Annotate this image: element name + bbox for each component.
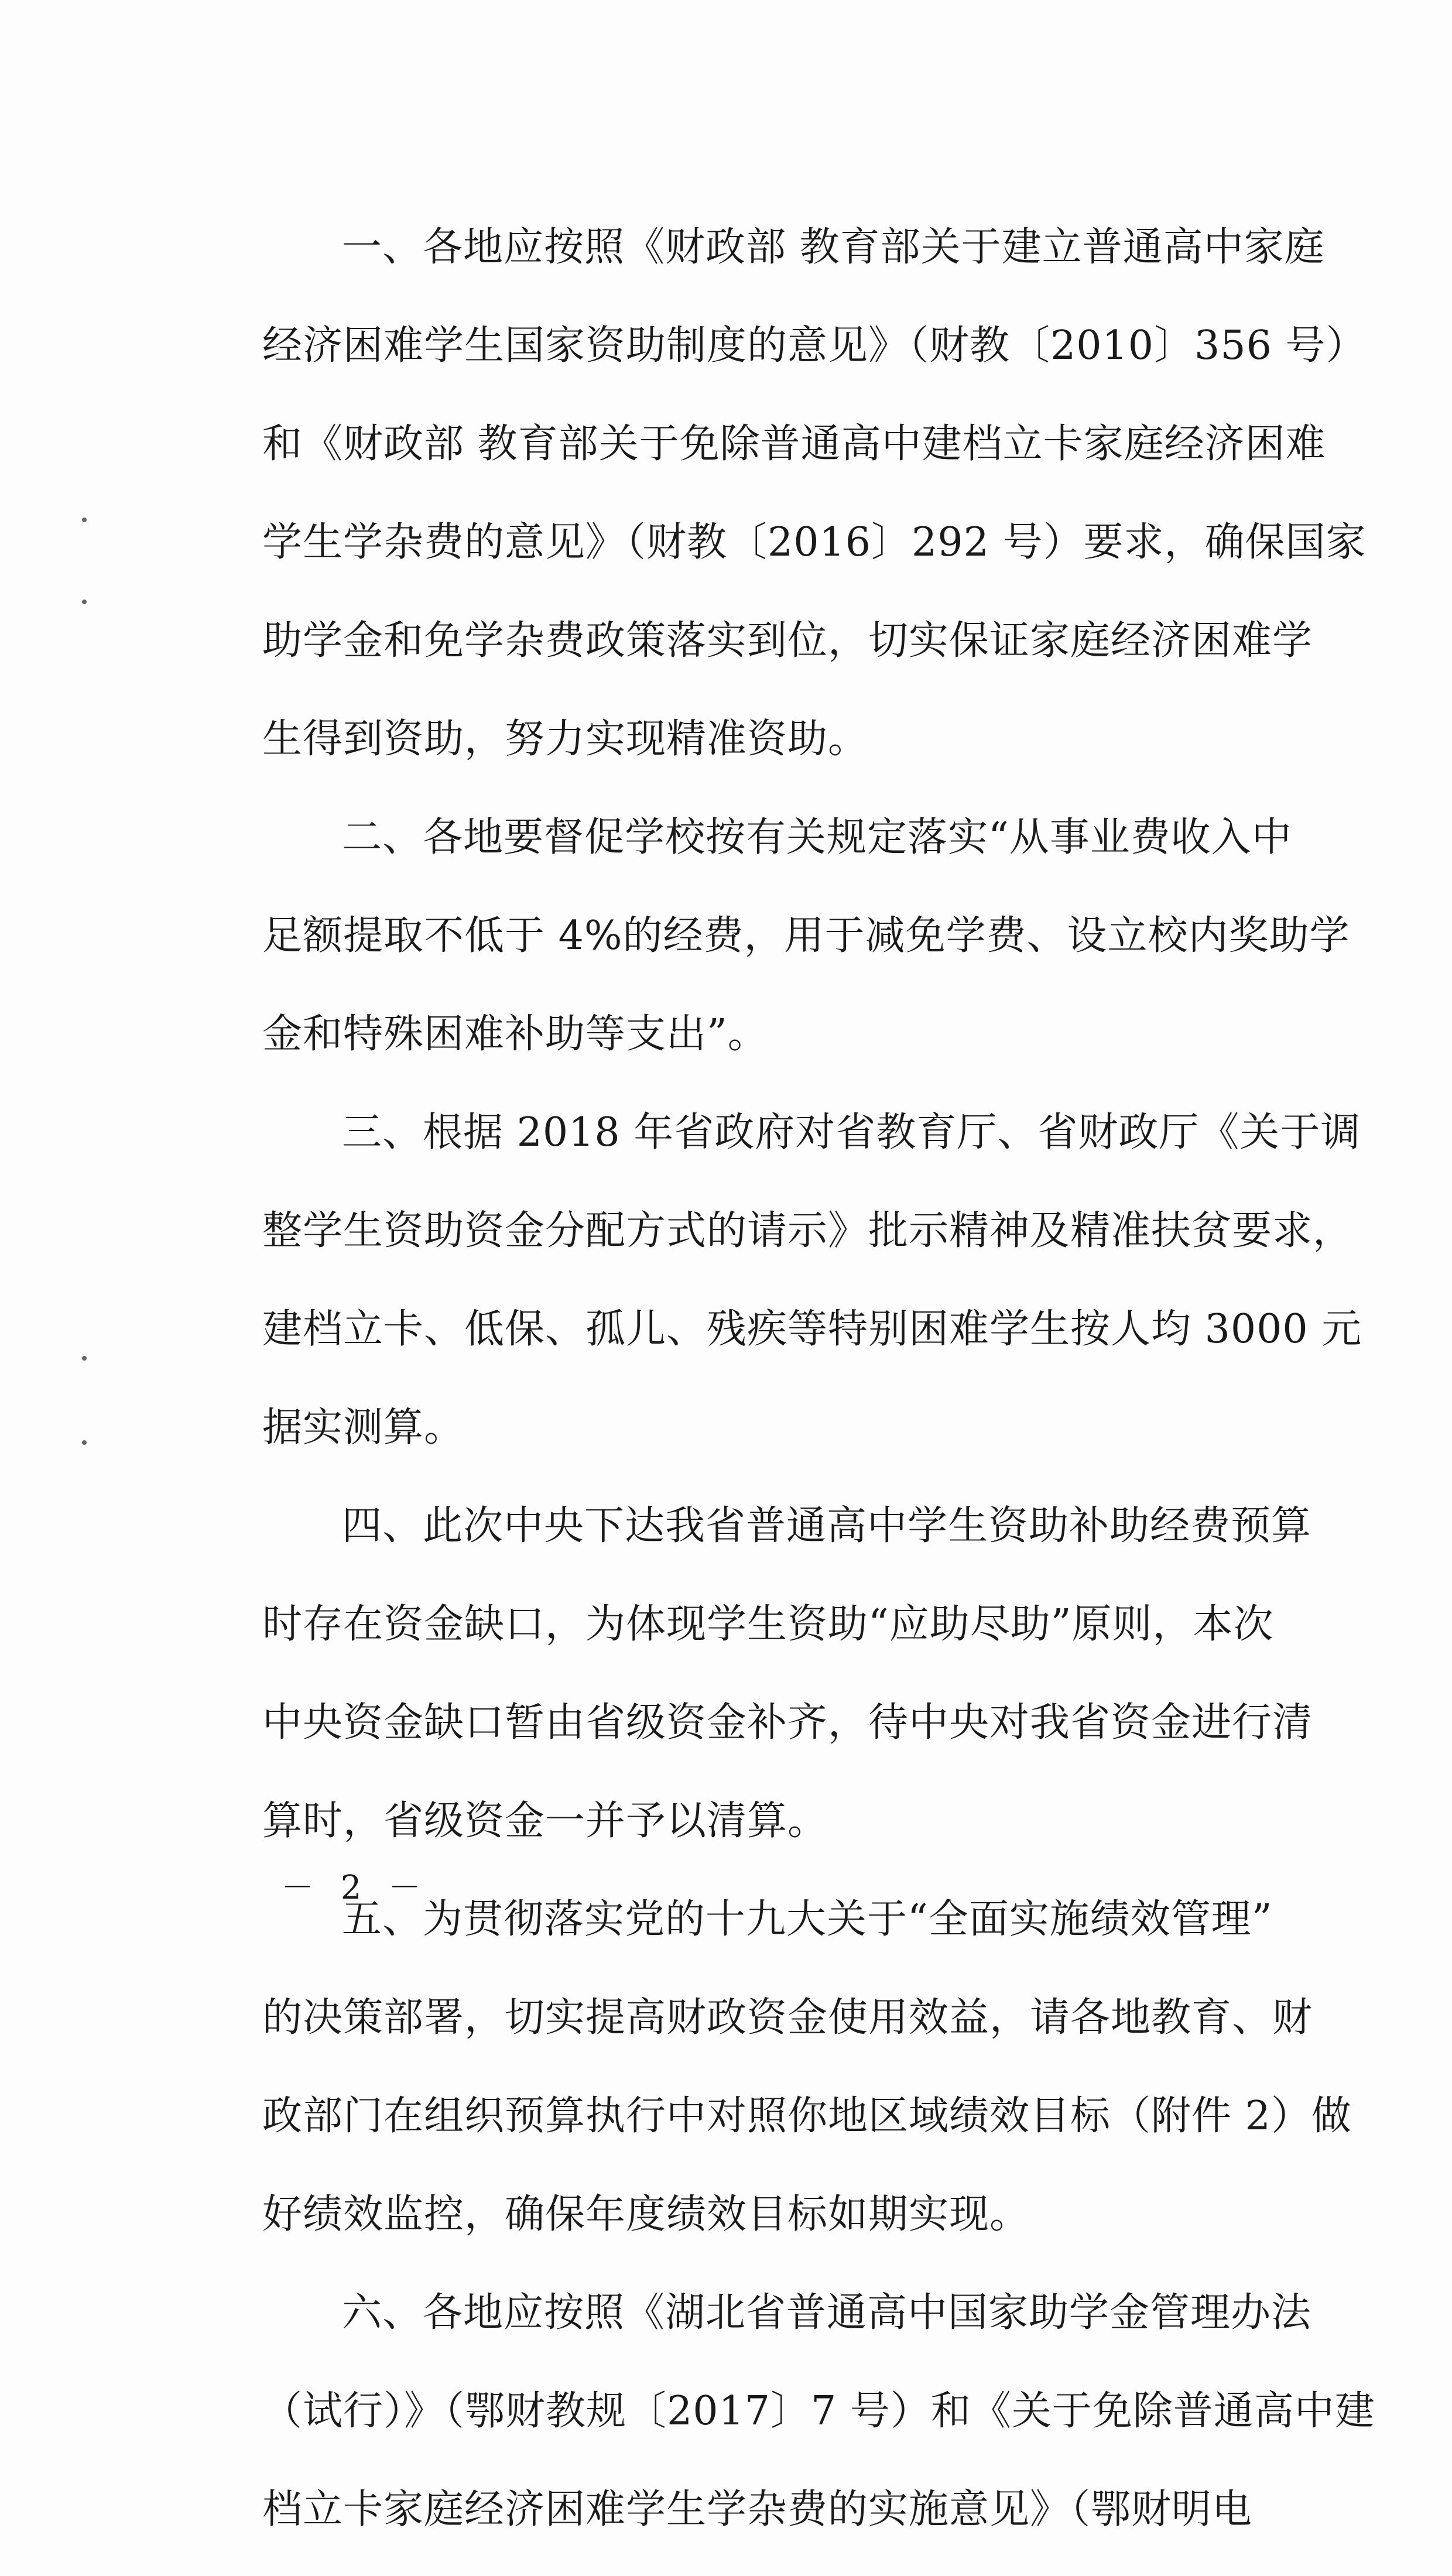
text-line: 政部门在组织预算执行中对照你地区域绩效目标（附件 2）做 xyxy=(262,2093,1352,2139)
text-line: 时存在资金缺口，为体现学生资助“应助尽助”原则，本次 xyxy=(262,1601,1274,1647)
text-line: 四、此次中央下达我省普通高中学生资助补助经费预算 xyxy=(342,1503,1312,1549)
text-line: 一、各地应按照《财政部 教育部关于建立普通高中家庭 xyxy=(342,224,1325,270)
scan-speck xyxy=(82,1440,87,1445)
page-number: － 2 － xyxy=(281,1869,430,1907)
text-line: 好绩效监控，确保年度绩效目标如期实现。 xyxy=(262,2191,1030,2238)
text-line: 生得到资助，努力实现精准资助。 xyxy=(262,716,869,762)
text-line: 经济困难学生国家资助制度的意见》（财教〔2010〕356 号） xyxy=(262,323,1367,369)
text-line: 建档立卡、低保、孤儿、残疾等特别困难学生按人均 3000 元 xyxy=(262,1306,1362,1352)
body-text xyxy=(262,215,1375,2576)
text-line: 足额提取不低于 4%的经费，用于减免学费、设立校内奖助学 xyxy=(262,913,1350,959)
text-line: （试行）》（鄂财教规〔2017〕7 号）和《关于免除普通高中建 xyxy=(262,2388,1375,2434)
scan-speck xyxy=(82,600,87,604)
text-line: 六、各地应按照《湖北省普通高中国家助学金管理办法 xyxy=(342,2290,1312,2336)
text-line: 五、为贯彻落实党的十九大关于“全面实施绩效管理” xyxy=(342,1896,1273,1943)
scan-speck xyxy=(82,1356,87,1361)
text-line: 学生学杂费的意见》（财教〔2016〕292 号）要求，确保国家 xyxy=(262,519,1367,566)
text-line: 助学金和免学杂费政策落实到位，切实保证家庭经济困难学 xyxy=(262,618,1313,664)
text-line: 二、各地要督促学校按有关规定落实“从事业费收入中 xyxy=(342,814,1292,861)
text-line: 中央资金缺口暂由省级资金补齐，待中央对我省资金进行清 xyxy=(262,1700,1313,1746)
text-line: 档立卡家庭经济困难学生学杂费的实施意见》（鄂财明电 xyxy=(262,2486,1253,2533)
text-line: 整学生资助资金分配方式的请示》批示精神及精准扶贫要求， xyxy=(262,1208,1354,1254)
text-line: 据实测算。 xyxy=(262,1405,465,1451)
text-line: 的决策部署，切实提高财政资金使用效益，请各地教育、财 xyxy=(262,1995,1313,2041)
text-line: 和《财政部 教育部关于免除普通高中建档立卡家庭经济困难 xyxy=(262,421,1326,467)
text-line: 三、根据 2018 年省政府对省教育厅、省财政厅《关于调 xyxy=(342,1109,1361,1156)
text-line: 金和特殊困难补助等支出”。 xyxy=(262,1011,768,1057)
text-line: 算时，省级资金一并予以清算。 xyxy=(262,1798,828,1844)
scan-speck xyxy=(82,518,87,522)
